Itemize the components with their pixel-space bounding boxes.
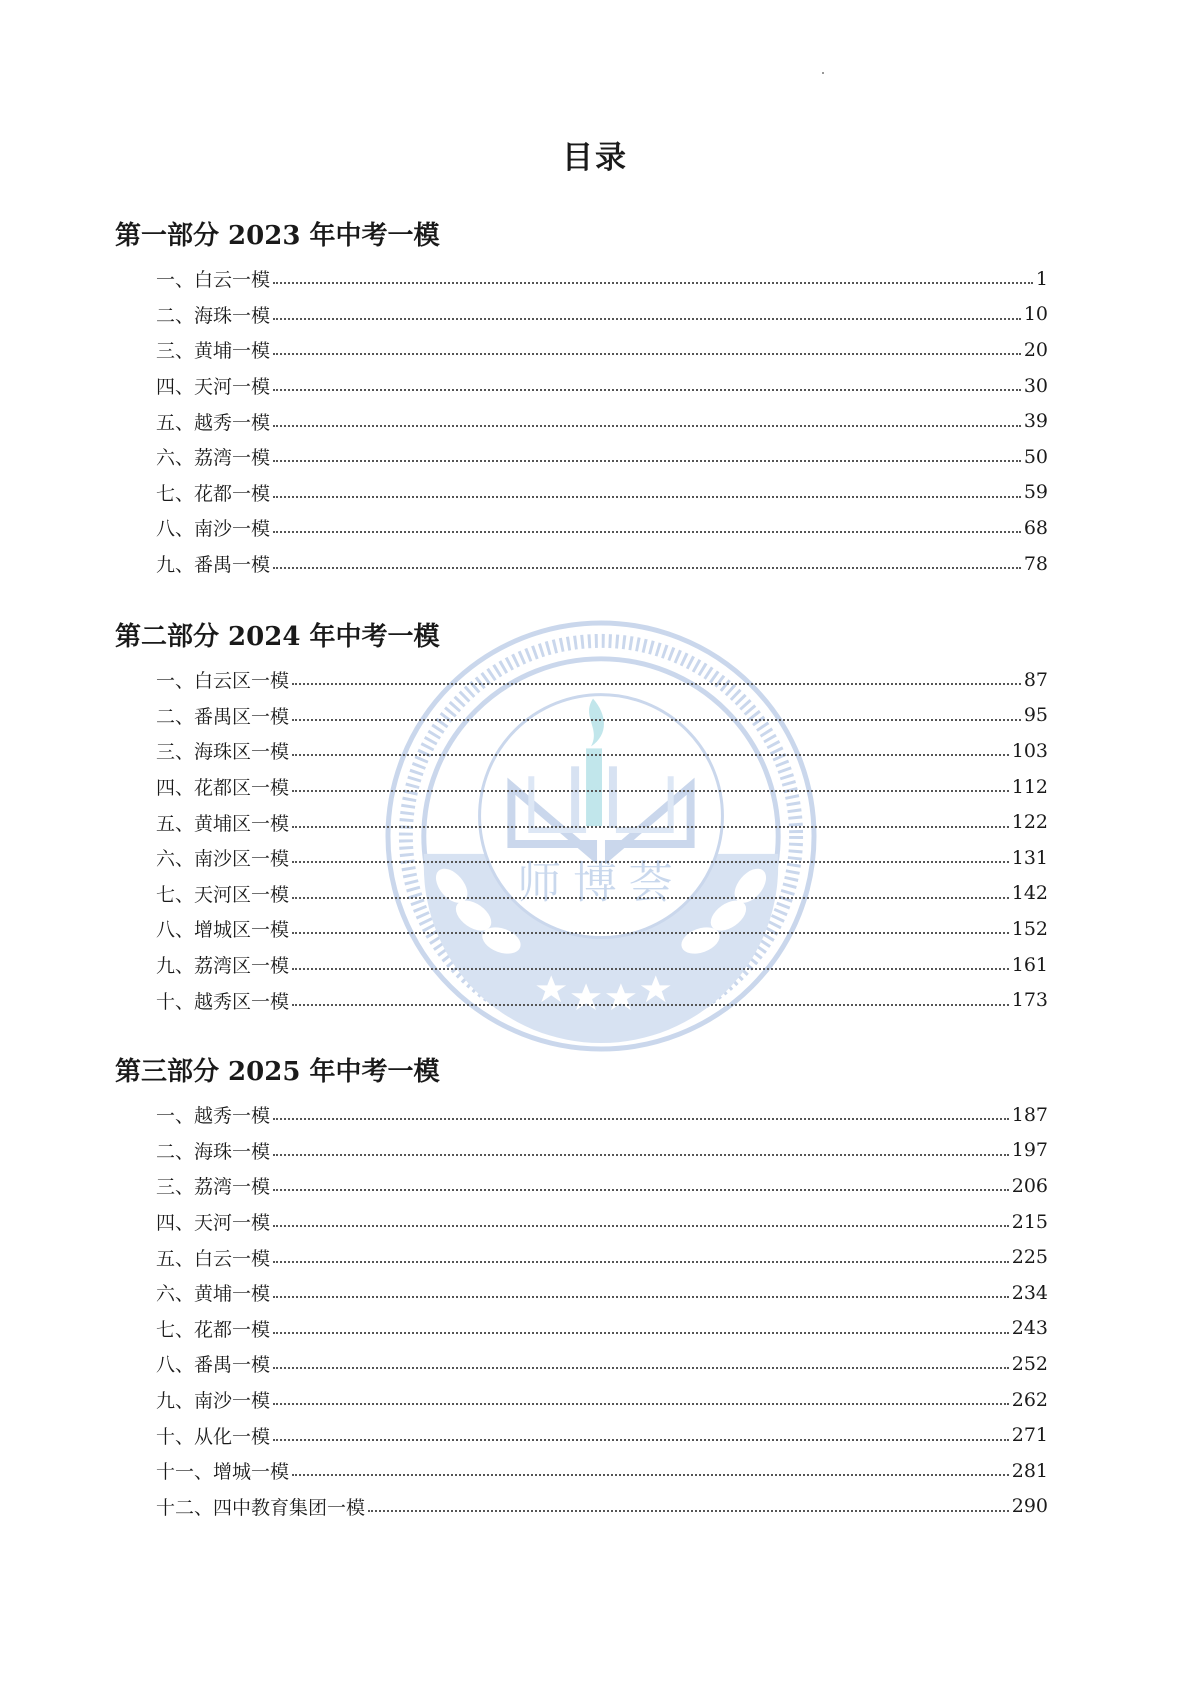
toc-entry-page: 1 bbox=[1035, 267, 1048, 290]
toc-entry-page: 161 bbox=[1011, 953, 1048, 976]
toc-entry[interactable] bbox=[156, 439, 1048, 475]
dot-leader bbox=[273, 1402, 1009, 1405]
toc-entry-page: 87 bbox=[1023, 668, 1048, 691]
toc-entry-label: 九、番禺一模 bbox=[156, 554, 271, 577]
toc-entry[interactable] bbox=[156, 1382, 1048, 1418]
toc-entry[interactable] bbox=[156, 261, 1048, 297]
toc-entry[interactable] bbox=[156, 1168, 1048, 1204]
toc-entry-page: 234 bbox=[1011, 1281, 1048, 1304]
toc-entry-label: 九、荔湾区一模 bbox=[156, 955, 290, 978]
toc-entry-label: 四、天河一模 bbox=[156, 376, 271, 399]
dot-leader bbox=[292, 682, 1021, 685]
page-title: 目录 bbox=[562, 140, 628, 176]
toc-entry-label: 二、海珠一模 bbox=[156, 1140, 271, 1163]
toc-entry[interactable] bbox=[156, 733, 1048, 769]
toc-entry-label: 六、南沙区一模 bbox=[156, 848, 290, 871]
dot-leader bbox=[273, 459, 1021, 462]
toc-list-2 bbox=[156, 662, 1048, 1018]
section-heading-3: 第三部分 2025 年中考一模 bbox=[115, 1057, 440, 1087]
toc-entry[interactable] bbox=[156, 1489, 1048, 1525]
toc-entry-label: 一、白云一模 bbox=[156, 269, 271, 292]
toc-entry-label: 八、增城区一模 bbox=[156, 919, 290, 942]
toc-entry-page: 10 bbox=[1023, 303, 1048, 326]
toc-entry-page: 103 bbox=[1011, 739, 1048, 762]
toc-entry-label: 八、南沙一模 bbox=[156, 518, 271, 541]
toc-entry[interactable] bbox=[156, 1453, 1048, 1489]
toc-entry[interactable] bbox=[156, 1275, 1048, 1311]
toc-entry-label: 三、海珠区一模 bbox=[156, 741, 290, 764]
toc-entry-label: 四、花都区一模 bbox=[156, 777, 290, 800]
dot-leader bbox=[273, 530, 1021, 533]
toc-entry[interactable] bbox=[156, 698, 1048, 734]
toc-entry-page: 122 bbox=[1011, 811, 1048, 834]
toc-entry[interactable] bbox=[156, 475, 1048, 511]
toc-entry-page: 281 bbox=[1011, 1459, 1048, 1482]
toc-entry-page: 59 bbox=[1023, 481, 1048, 504]
toc-entry-page: 262 bbox=[1011, 1388, 1048, 1411]
dot-leader bbox=[273, 495, 1021, 498]
toc-entry-label: 五、越秀一模 bbox=[156, 411, 271, 434]
dot-leader bbox=[292, 896, 1009, 899]
toc-entry-label: 十、越秀区一模 bbox=[156, 990, 290, 1013]
dot-leader bbox=[273, 566, 1021, 569]
toc-entry[interactable] bbox=[156, 840, 1048, 876]
toc-entry-label: 三、荔湾一模 bbox=[156, 1176, 271, 1199]
toc-entry-page: 243 bbox=[1011, 1317, 1048, 1340]
toc-entry-label: 二、番禺区一模 bbox=[156, 705, 290, 728]
toc-entry-label: 二、海珠一模 bbox=[156, 304, 271, 327]
dot-leader bbox=[273, 1260, 1009, 1263]
toc-entry-page: 197 bbox=[1011, 1139, 1048, 1162]
dot-leader bbox=[273, 1117, 1009, 1120]
toc-entry-label: 五、白云一模 bbox=[156, 1247, 271, 1270]
toc-entry-label: 十、从化一模 bbox=[156, 1425, 271, 1448]
toc-entry-page: 39 bbox=[1023, 410, 1048, 433]
toc-entry-label: 十一、增城一模 bbox=[156, 1461, 290, 1484]
toc-entry-label: 三、黄埔一模 bbox=[156, 340, 271, 363]
dot-leader bbox=[292, 967, 1009, 970]
toc-entry-page: 68 bbox=[1023, 516, 1048, 539]
toc-entry-page: 112 bbox=[1011, 775, 1048, 798]
toc-entry[interactable] bbox=[156, 982, 1048, 1018]
toc-list-3 bbox=[156, 1097, 1048, 1524]
toc-entry[interactable] bbox=[156, 1097, 1048, 1133]
toc-entry[interactable] bbox=[156, 1346, 1048, 1382]
dot-leader bbox=[292, 1003, 1009, 1006]
toc-entry-page: 187 bbox=[1011, 1103, 1048, 1126]
toc-entry-label: 四、天河一模 bbox=[156, 1212, 271, 1235]
toc-entry-page: 95 bbox=[1023, 704, 1048, 727]
toc-entry-page: 142 bbox=[1011, 882, 1048, 905]
toc-entry[interactable] bbox=[156, 1239, 1048, 1275]
toc-entry-label: 一、白云区一模 bbox=[156, 670, 290, 693]
toc-entry-page: 20 bbox=[1023, 338, 1048, 361]
dot-leader bbox=[273, 388, 1021, 391]
toc-entry-label: 一、越秀一模 bbox=[156, 1105, 271, 1128]
toc-entry-label: 七、天河区一模 bbox=[156, 883, 290, 906]
toc-entry-page: 30 bbox=[1023, 374, 1048, 397]
toc-entry[interactable] bbox=[156, 368, 1048, 404]
toc-entry-label: 七、花都一模 bbox=[156, 482, 271, 505]
toc-entry-page: 215 bbox=[1011, 1210, 1048, 1233]
toc-entry-page: 131 bbox=[1011, 846, 1048, 869]
toc-entry-page: 271 bbox=[1011, 1424, 1048, 1447]
toc-entry-label: 十二、四中教育集团一模 bbox=[156, 1496, 366, 1519]
dot-leader bbox=[292, 1473, 1009, 1476]
toc-entry-label: 九、南沙一模 bbox=[156, 1390, 271, 1413]
toc-list-1 bbox=[156, 261, 1048, 581]
dot-leader bbox=[292, 718, 1021, 721]
toc-entry-page: 290 bbox=[1011, 1495, 1048, 1518]
dot-leader bbox=[292, 931, 1009, 934]
section-heading-2: 第二部分 2024 年中考一模 bbox=[115, 622, 440, 652]
page-mark-dot bbox=[822, 72, 824, 74]
dot-leader bbox=[292, 789, 1009, 792]
dot-leader bbox=[273, 1366, 1009, 1369]
toc-entry-label: 七、花都一模 bbox=[156, 1318, 271, 1341]
toc-entry-label: 八、番禺一模 bbox=[156, 1354, 271, 1377]
dot-leader bbox=[292, 753, 1009, 756]
toc-entry-page: 152 bbox=[1011, 917, 1048, 940]
toc-entry[interactable] bbox=[156, 1133, 1048, 1169]
toc-entry-page: 252 bbox=[1011, 1352, 1048, 1375]
toc-entry[interactable] bbox=[156, 911, 1048, 947]
toc-entry[interactable] bbox=[156, 876, 1048, 912]
dot-leader bbox=[273, 424, 1021, 427]
toc-entry[interactable] bbox=[156, 403, 1048, 439]
toc-entry-page: 50 bbox=[1023, 445, 1048, 468]
dot-leader bbox=[273, 352, 1021, 355]
toc-entry-label: 六、荔湾一模 bbox=[156, 447, 271, 470]
toc-entry[interactable] bbox=[156, 947, 1048, 983]
toc-entry[interactable] bbox=[156, 546, 1048, 582]
toc-entry[interactable] bbox=[156, 1417, 1048, 1453]
toc-entry[interactable] bbox=[156, 510, 1048, 546]
dot-leader bbox=[273, 1224, 1009, 1227]
dot-leader bbox=[273, 317, 1021, 320]
toc-entry[interactable] bbox=[156, 297, 1048, 333]
dot-leader bbox=[273, 281, 1033, 284]
dot-leader bbox=[273, 1295, 1009, 1298]
toc-entry[interactable] bbox=[156, 1204, 1048, 1240]
toc-entry[interactable] bbox=[156, 769, 1048, 805]
toc-entry[interactable] bbox=[156, 804, 1048, 840]
toc-entry-page: 206 bbox=[1011, 1174, 1048, 1197]
toc-entry[interactable] bbox=[156, 332, 1048, 368]
dot-leader bbox=[273, 1331, 1009, 1334]
toc-entry[interactable] bbox=[156, 1311, 1048, 1347]
toc-entry[interactable] bbox=[156, 662, 1048, 698]
toc-entry-page: 78 bbox=[1023, 552, 1048, 575]
dot-leader bbox=[368, 1509, 1009, 1512]
dot-leader bbox=[292, 825, 1009, 828]
dot-leader bbox=[273, 1438, 1009, 1441]
toc-entry-label: 六、黄埔一模 bbox=[156, 1283, 271, 1306]
section-heading-1: 第一部分 2023 年中考一模 bbox=[115, 221, 440, 251]
watermark-text: 师博荟 bbox=[517, 857, 685, 909]
toc-entry-page: 225 bbox=[1011, 1246, 1048, 1269]
dot-leader bbox=[273, 1188, 1009, 1191]
toc-entry-page: 173 bbox=[1011, 989, 1048, 1012]
dot-leader bbox=[273, 1153, 1009, 1156]
toc-entry-label: 五、黄埔区一模 bbox=[156, 812, 290, 835]
dot-leader bbox=[292, 860, 1009, 863]
